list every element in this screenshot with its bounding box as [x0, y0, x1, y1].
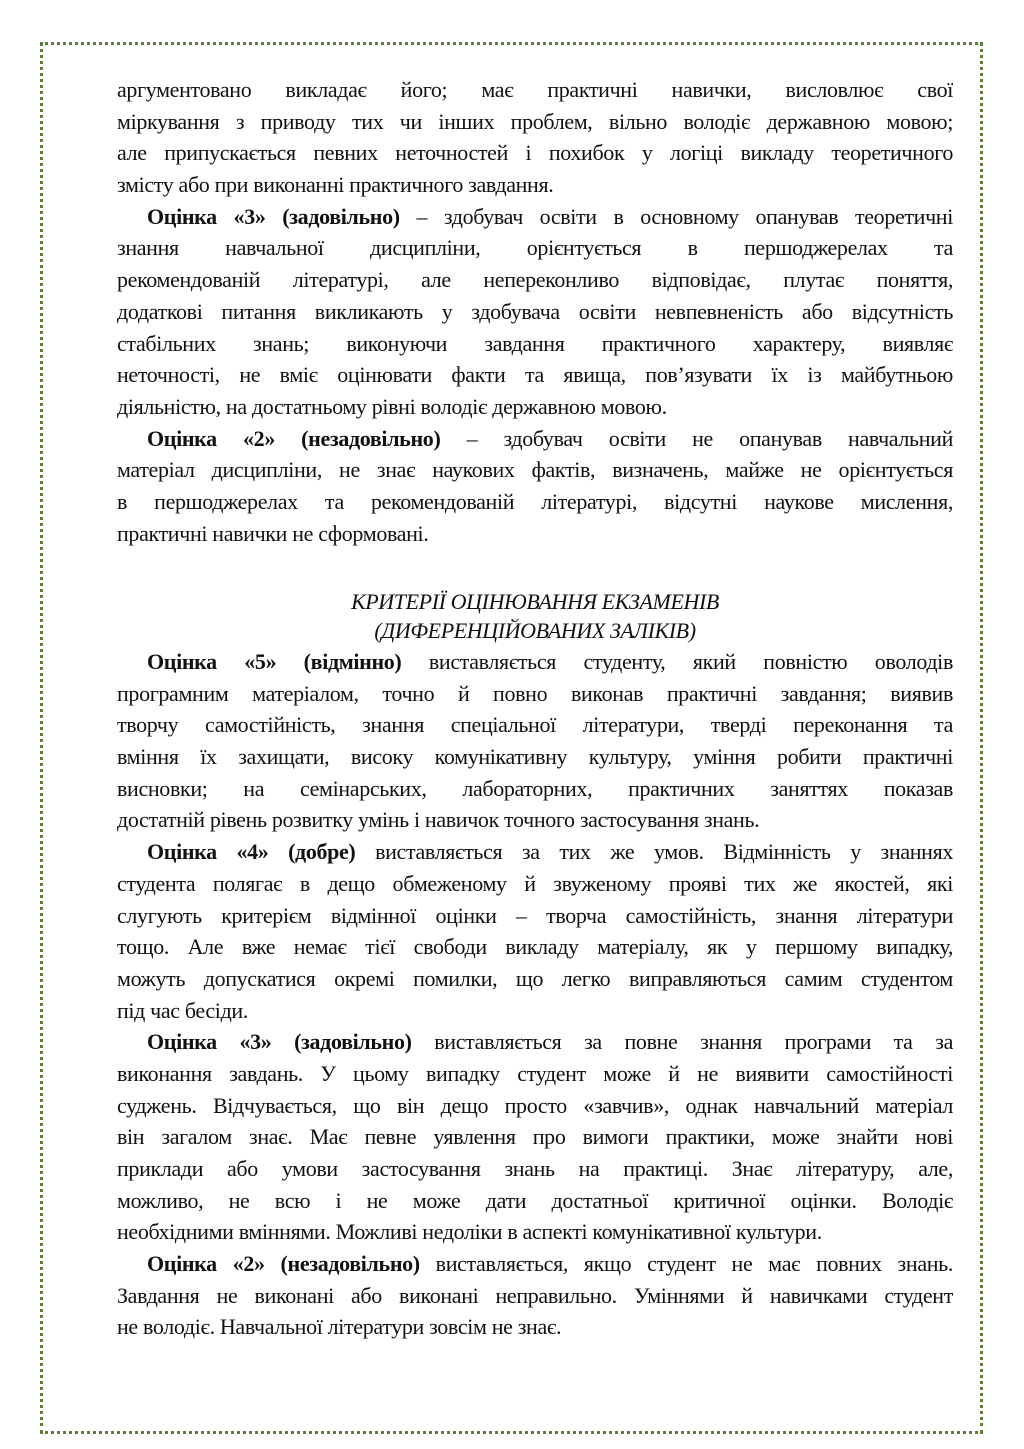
text-line [117, 1121, 953, 1153]
text-line [117, 646, 953, 678]
line-text: Завдання не виконані або виконані неправильно. Уміннями й навичками студент [117, 1282, 953, 1308]
line-text: неточності, не вміє оцінювати факти та явища, пов’язувати їх із майбутньою [117, 362, 953, 388]
line-text: – здобувач освіти в основному опанував теоретичні [399, 203, 953, 229]
line-text: слугують критерієм відмінної оцінки – творча самостійність, знання літератури [117, 902, 953, 928]
line-text: суджень. Відчувається, що він дещо просто «завчив», однак навчальний матеріал [117, 1092, 953, 1118]
text-line [117, 137, 953, 169]
text-line [117, 1280, 953, 1312]
text-line [117, 1248, 953, 1280]
text-line [117, 169, 953, 201]
line-text: під час бесіди. [117, 997, 248, 1023]
text-line [117, 900, 953, 932]
text-line [117, 359, 953, 391]
text-line [117, 836, 953, 868]
text-line [117, 678, 953, 710]
line-text: висновки; на семінарських, лабораторних, практичних заняттях показав [117, 775, 953, 801]
line-text: програмним матеріалом, точно й повно виконав практичні завдання; виявив [117, 680, 953, 706]
grading-criteria-continued [117, 74, 953, 549]
paragraph [117, 201, 953, 423]
line-text: вміння їх захищати, високу комунікативну культуру, уміння робити практичні [117, 744, 953, 770]
line-text: рекомендованій літературі, але непереконливо відповідає, плутає поняття, [117, 267, 953, 293]
line-text: тощо. Але вже немає тієї свободи викладу матеріалу, як у першому випадку, [117, 934, 953, 960]
line-text: знання навчальної дисципліни, орієнтується в першоджерелах та [117, 235, 953, 261]
line-text: творчу самостійність, знання спеціальної літератури, тверді переконання та [117, 712, 953, 738]
text-line [117, 1216, 953, 1248]
text-line [117, 391, 953, 423]
line-text: достатній рівень розвитку умінь і навичок точного застосування знань. [117, 807, 760, 833]
text-line [117, 773, 953, 805]
line-text: міркування з приводу тих чи інших проблем, вільно володіє державною мовою; [117, 108, 953, 134]
text-line [117, 868, 953, 900]
section-heading [117, 587, 953, 645]
exam-criteria [117, 646, 953, 1343]
grade-label: Оцінка «2» (незадовільно) [147, 1251, 420, 1277]
line-text: але припускається певних неточностей і похибок у логіці викладу теоретичного [117, 140, 953, 166]
text-line [117, 709, 953, 741]
text-line [117, 518, 953, 550]
line-text: матеріал дисципліни, не знає наукових фактів, визначень, майже не орієнтується [117, 457, 953, 483]
text-line [117, 1185, 953, 1217]
paragraph [117, 646, 953, 836]
text-line [117, 1153, 953, 1185]
line-text: практичні навички не сформовані. [117, 520, 429, 546]
line-text: необхідними вміннями. Можливі недоліки в аспекті комунікативної культури. [117, 1219, 822, 1245]
line-text: змісту або при виконанні практичного завдання. [117, 172, 554, 198]
text-line [117, 1026, 953, 1058]
line-text: студента полягає в дещо обмеженому й звуженому прояві тих же якостей, які [117, 870, 953, 896]
line-text: додаткові питання викликають у здобувача освіти невпевненість або відсутність [117, 298, 953, 324]
text-line [117, 1090, 953, 1122]
text-line [117, 454, 953, 486]
grade-label: Оцінка «3» (задовільно) [147, 1029, 412, 1055]
line-text: приклади або умови застосування знань на практиці. Знає літературу, але, [117, 1156, 953, 1181]
text-line [117, 296, 953, 328]
paragraph [117, 423, 953, 550]
line-text: діяльністю, на достатньому рівні володіє державною мовою. [117, 393, 667, 419]
line-text: аргументовано викладає його; має практичні навички, висловлює свої [117, 77, 953, 102]
text-line [117, 106, 953, 138]
grade-label: Оцінка «2» (незадовільно) [147, 425, 441, 451]
paragraph [117, 1026, 953, 1248]
text-line [117, 328, 953, 360]
line-text: не володіє. Навчальної літератури зовсім не знає. [117, 1314, 562, 1340]
text-line [117, 486, 953, 518]
heading-line-2: (ДИФЕРЕНЦІЙОВАНИХ ЗАЛІКІВ) [374, 618, 696, 643]
line-text: виставляється за повне знання програми та за [411, 1029, 953, 1055]
line-text: виставляється за тих же умов. Відмінність у знаннях [355, 839, 953, 865]
grade-label: Оцінка «3» (задовільно) [147, 203, 400, 229]
line-text: виставляється, якщо студент не має повних знань. [419, 1251, 953, 1277]
line-text: виконання завдань. У цьому випадку студент може й не виявити самостійності [117, 1060, 953, 1086]
text-line [117, 201, 953, 233]
heading-line-1: КРИТЕРІЇ ОЦІНЮВАННЯ ЕКЗАМЕНІВ [351, 589, 719, 614]
paragraph [117, 74, 953, 201]
text-line [117, 931, 953, 963]
text-line [117, 232, 953, 264]
line-text: можуть допускатися окремі помилки, що легко виправляються самим студентом [117, 965, 953, 991]
line-text: виставляється студенту, який повністю оволодів [401, 649, 953, 674]
line-text: стабільних знань; виконуючи завдання практичного характеру, виявляє [117, 330, 953, 356]
text-line [117, 804, 953, 836]
paragraph [117, 1248, 953, 1343]
line-text: можливо, не всю і не може дати достатньої критичної оцінки. Володіє [117, 1187, 953, 1213]
line-text: – здобувач освіти не опанував навчальний [440, 425, 953, 451]
text-line [117, 963, 953, 995]
text-line [117, 741, 953, 773]
text-line [117, 1311, 953, 1343]
paragraph [117, 836, 953, 1026]
text-line [117, 74, 953, 106]
grade-label: Оцінка «4» (добре) [147, 839, 356, 865]
text-line [117, 995, 953, 1027]
text-line [117, 1058, 953, 1090]
line-text: він загалом знає. Має певне уявлення про вимоги практики, може знайти нові [117, 1124, 953, 1150]
grade-label: Оцінка «5» (відмінно) [147, 649, 402, 674]
text-line [117, 423, 953, 455]
text-line [117, 264, 953, 296]
line-text: в першоджерелах та рекомендованій літературі, відсутні наукове мислення, [117, 488, 953, 514]
